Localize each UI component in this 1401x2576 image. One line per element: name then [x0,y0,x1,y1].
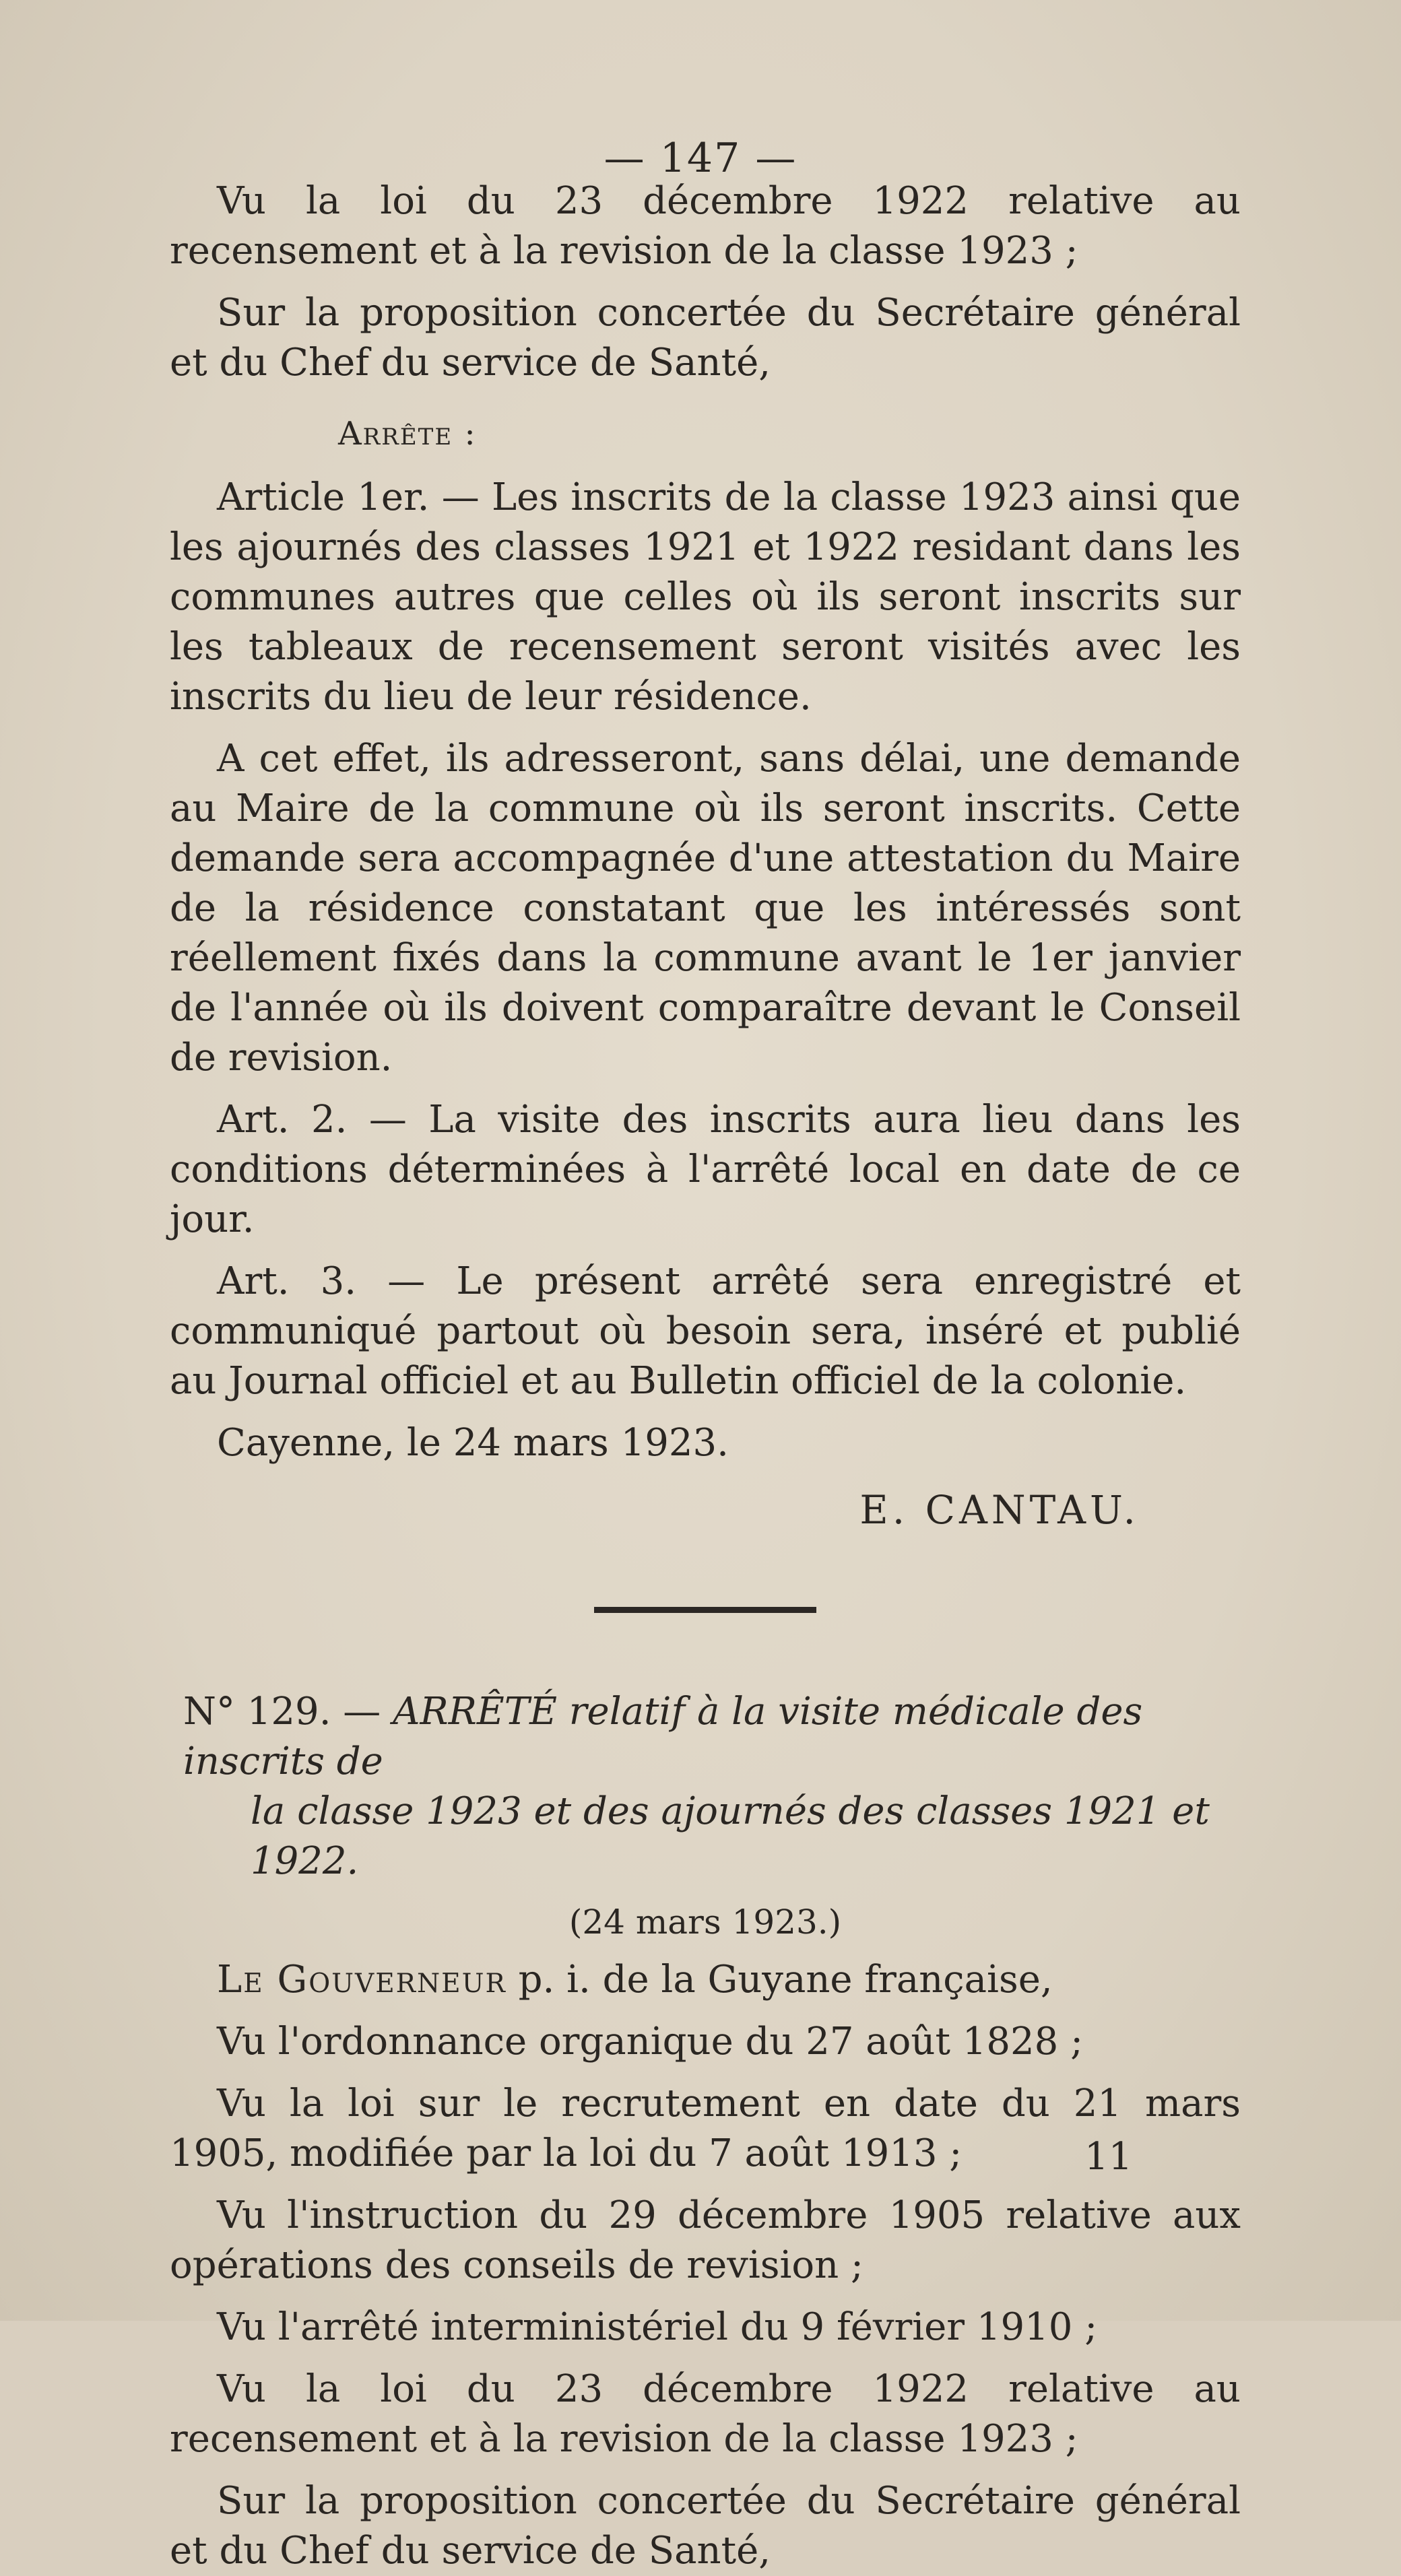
article-2: Art. 2. — La visite des inscrits aura lieu dans les conditions déterminées à l'arrêté local en date de ce jour. [170,1098,1241,1241]
article-1-continued: A cet effet, ils adresseront, sans délai, une demande au Maire de la commune où ils seront inscrits. Cette demande sera accompagnée d'une attestation du Maire de la résidence constatant que les intéressés sont réellement fixés dans la commune avant le 1er janvier de l'année où ils doivent comparaître devant le Conseil de revision. [170,737,1241,1080]
governor-line [170,1955,1241,2005]
visa-3: Vu l'instruction du 29 décembre 1905 relative aux opérations des conseils de revision ; [170,2193,1241,2287]
signature: E. CANTAU. [859,1487,1140,1533]
paragraph-proposition: Sur la proposition concertée du Secrétaire général et du Chef du service de Santé, [170,291,1241,385]
paragraph-vu-loi: Vu la loi du 23 décembre 1922 relative au recensement et à la revision de la classe 1923 ; [170,179,1241,273]
visa-2: Vu la loi sur le recrutement en date du 21 mars 1905, modifiée par la loi du 7 août 1913 ; [170,2082,1241,2175]
article-3: Art. 3. — Le présent arrêté sera enregistré et communiqué partout où besoin sera, inséré et publié au Journal officiel et au Bulletin officiel de la colonie. [170,1259,1241,1403]
arrete-heading: Arrête : [338,415,477,453]
decree-title-line1: ARRÊTÉ relatif à la visite médicale des inscrits de [183,1690,1143,1783]
governor-title: Le Gouverneur [217,1958,507,2002]
place-date: Cayenne, le 24 mars 1923. [217,1421,729,1465]
article-1: Article 1er. — Les inscrits de la classe 1923 ainsi que les ajournés des classes 1921 et 1922 residant dans les communes autres que celles où ils seront inscrits sur les tableaux de recensement seront visités avec les inscrits du lieu de leur résidence. [170,475,1241,719]
decree-title-line2: la classe 1923 et des ajournés des classes 1921 et 1922. [251,1789,1210,1883]
signature-mark: 11 [1084,2135,1133,2179]
visa-1: Vu l'ordonnance organique du 27 août 1828 ; [217,2020,1083,2063]
decree-date: (24 mars 1923.) [568,1903,842,1942]
decree-number: N° 129. — [183,1690,381,1733]
page-content [170,176,1241,2576]
visa-6: Sur la proposition concertée du Secrétaire général et du Chef du service de Santé, [170,2479,1241,2573]
visa-5: Vu la loi du 23 décembre 1922 relative au recensement et à la revision de la classe 1923 ; [170,2367,1241,2461]
governor-rest: p. i. de la Guyane française, [506,1958,1053,2002]
section-divider [594,1607,816,1613]
page-number: — 147 — [604,135,797,182]
visa-4: Vu l'arrêté interministériel du 9 février 1910 ; [217,2305,1098,2349]
decree-header [183,1687,1241,1787]
